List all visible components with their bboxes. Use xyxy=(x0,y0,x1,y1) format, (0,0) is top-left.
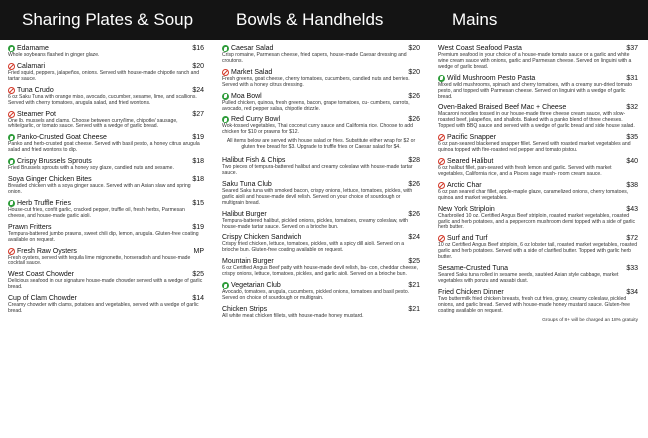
item-name: Tuna Crudo xyxy=(17,86,54,94)
item-name: Red Curry Bowl xyxy=(231,116,281,124)
item-description: 6 oz Saku Tuna with orange miso, avocado, cucumber, sesame, lime, and scallions. Served with cherry tomatoes, arugula salad, and fried wontons. xyxy=(8,93,197,106)
item-price: $19 xyxy=(192,223,204,231)
menu-item xyxy=(8,270,204,291)
item-name: Saku Tuna Club xyxy=(222,180,272,188)
item-description: 10 oz Certified Angus Beef striploin, 6 oz lobster tail, roasted market vegetables, roasted garlic and herb potatoes. Served with a side of clarified butter. Topped with garlic herb butter. xyxy=(438,242,638,261)
gluten-free-icon xyxy=(8,63,15,70)
item-name: Panko-Crusted Goat Cheese xyxy=(17,134,107,142)
menu-item xyxy=(8,199,204,220)
item-price: $20 xyxy=(408,45,420,52)
item-name: Crispy Brussels Sprouts xyxy=(17,158,92,166)
menu-item xyxy=(222,257,420,278)
item-description: Wok-tossed vegetables, Thai coconut curry sauce and California rice. Choose to add chicken for $10 or prawns for $12. xyxy=(222,123,413,136)
item-name: Fresh Raw Oysters xyxy=(17,247,77,255)
item-name: Herb Truffle Fries xyxy=(17,199,71,207)
item-name: Edamame xyxy=(17,45,49,52)
gluten-free-icon xyxy=(438,134,445,141)
item-price: $14 xyxy=(192,295,204,303)
item-price: $43 xyxy=(626,205,638,213)
menu-item xyxy=(222,92,420,113)
gluten-free-icon xyxy=(8,248,15,255)
item-price: $20 xyxy=(408,68,420,76)
menu-item xyxy=(438,264,638,285)
menu-item xyxy=(438,288,638,315)
mains-column xyxy=(438,44,638,323)
item-name: Seared Halibut xyxy=(447,157,494,165)
item-description: House-cut fries, confit garlic, cracked pepper, truffle oil, fresh herbs, Parmesan cheese, and house-made garlic aioli. xyxy=(8,206,185,219)
item-price: $26 xyxy=(408,210,420,218)
menu-item xyxy=(222,305,420,320)
item-description: Crisp romaine, Parmesan cheese, fried capers, house-made Caesar dressing and croutons. xyxy=(222,52,407,64)
item-description: 6 oz pan-seared blackened snapper fillet. Served with roasted market vegetables and quinoa topped with fire-roasted red pepper and tomato pistou. xyxy=(438,141,631,154)
item-price: $24 xyxy=(192,86,204,94)
item-name: Moa Bowl xyxy=(231,92,262,100)
bowls-handhelds-column xyxy=(222,44,420,323)
item-description: Breaded chicken with a soya ginger sauce. Served with an Asian slaw and spring onion. xyxy=(8,183,191,195)
item-price: $21 xyxy=(408,282,420,290)
item-price: $34 xyxy=(626,288,638,296)
item-price: $26 xyxy=(408,92,420,100)
menu-item xyxy=(438,133,638,154)
item-name: Pacific Snapper xyxy=(447,134,497,142)
vegetarian-icon xyxy=(8,45,15,52)
item-description: One lb. mussels and clams. Choose between curry/lime, chipotle/ sausage, white/garlic, or tomato sauce. Served with a wedge of garlic bread. xyxy=(8,117,178,130)
item-name: New York Striploin xyxy=(438,205,495,213)
item-description: Two buttermilk fried chicken breasts, fresh cut fries, gravy, creamy coleslaw, pickled onions, and garlic bread. Served with house-made honey mustard sauce. Gluten-free coating available on request. xyxy=(438,295,630,314)
item-price: $26 xyxy=(408,180,420,188)
item-description: 6 oz pan seared char fillet, apple-maple glaze, caramelized onions, cherry tomatoes, quinoa and market vegetables. xyxy=(438,188,629,201)
vegetarian-icon xyxy=(8,134,15,141)
sharing-plates-column xyxy=(8,44,204,318)
item-description: Macaroni noodles tossed in our house-made three cheese cream sauce, with slow-roasted beef, jalapeños, and shallots. Baked with a panko blend of three cheeses. Topped with BBQ sauce and served with a wedge of garlic bread and side house salad. xyxy=(438,111,635,130)
menu-header xyxy=(0,0,648,40)
menu-item xyxy=(8,62,204,83)
item-description: Delicious seafood in our signature house-made chowder served with a wedge of garlic bread. xyxy=(8,278,203,291)
vegetarian-icon xyxy=(222,282,229,289)
item-description: Premium seafood in your choice of a house-made tomato sauce or a garlic and white wine cream sauce with onions, garlic and Parmesan cheese. Served on linguini with a wedge of garlic bread. xyxy=(438,52,632,70)
item-price: $35 xyxy=(626,134,638,142)
item-description: Tempura-battered halibut, pickled onions, pickles, tomatoes, creamy coleslaw, with house-made tartar sauce. Served on a brioche bun. xyxy=(222,217,409,230)
section-title-mains: Mains xyxy=(452,10,498,29)
item-name: Halibut Burger xyxy=(222,210,267,218)
item-description: Seared Saku tuna rolled in sesame seeds, sautéed Asian style cabbage, market vegetables with ponzu and wasabi dust. xyxy=(438,272,619,284)
menu-item xyxy=(222,44,420,65)
item-name: Market Salad xyxy=(231,68,273,76)
gluten-free-icon xyxy=(8,87,15,94)
item-price: $37 xyxy=(626,45,638,52)
item-price: $18 xyxy=(192,158,204,166)
menu-item xyxy=(438,44,638,71)
item-description: Fresh greens, goat cheese, cherry tomatoes, cucumbers, candied nuts and berries. Served with a honey citrus dressing. xyxy=(222,75,410,88)
item-description: Panko and herb-crusted goat cheese. Served with basil pesto, a honey citrus arugula salad and fried wontons to dip. xyxy=(8,141,200,154)
item-name: Surf and Turf xyxy=(447,235,488,243)
item-description: Tempura-battered jumbo prawns, sweet chili dip, lemon, arugula. Gluten-free coating available on request. xyxy=(8,230,199,243)
gluten-free-icon xyxy=(438,182,445,189)
menu-item xyxy=(222,156,420,177)
item-name: Vegetarian Club xyxy=(231,282,281,290)
menu-item xyxy=(8,86,204,107)
vegetarian-icon xyxy=(222,45,229,52)
menu-item xyxy=(438,103,638,130)
item-price: $38 xyxy=(626,181,638,189)
item-name: Wild Mushroom Pesto Pasta xyxy=(447,74,536,82)
item-price: $16 xyxy=(192,45,204,52)
item-description: Fresh oysters, served with tequila lime mignonette, horseradish and house-made cocktail sauce. xyxy=(8,254,191,267)
section-title-sharing-plates: Sharing Plates & Soup xyxy=(22,10,194,29)
item-description: 6 oz Certified Angus Beef patty with house-made devil relish, ba- con, cheddar cheese, crispy onions, lettuce, tomatoes, pickles, and garlic aioli. Served on a brioche bun. xyxy=(222,265,418,278)
item-price: $25 xyxy=(192,271,204,279)
menu-item xyxy=(8,157,204,172)
handhelds-list xyxy=(222,156,420,320)
gluten-free-icon xyxy=(438,235,445,242)
substitution-note: All items below are served with house salad or fries. Substitute either wrap for $2 or gluten free bread for $3. Upgrade to truffle fries or Caesar salad for $4. xyxy=(226,138,416,151)
item-price: $31 xyxy=(626,74,638,82)
menu-item xyxy=(8,110,204,131)
item-description: Fried squid, peppers, jalapeños, onions. Served with house-made chipotle ranch and tartar sauce. xyxy=(8,69,200,82)
item-price: $72 xyxy=(626,235,638,243)
item-description: Creamy chowder with clams, potatoes and vegetables, served with a wedge of garlic bread. xyxy=(8,302,199,315)
item-name: West Coast Seafood Pasta xyxy=(438,45,522,52)
menu-item xyxy=(222,68,420,89)
gluten-free-icon xyxy=(8,111,15,118)
mains-list xyxy=(438,44,638,315)
item-name: Oven-Baked Braised Beef Mac + Cheese xyxy=(438,104,567,112)
item-name: Soya Ginger Chicken Bites xyxy=(8,176,92,184)
item-name: Steamer Pot xyxy=(17,110,56,118)
gluten-free-icon xyxy=(222,69,229,76)
gluten-free-icon xyxy=(438,158,445,165)
menu-item xyxy=(8,247,204,268)
menu-item xyxy=(438,234,638,261)
gratuity-note: Groups of 8+ will be charged an 18% gratuity xyxy=(542,317,638,323)
item-price: $15 xyxy=(192,199,204,207)
menu-item xyxy=(222,281,420,302)
menu-item xyxy=(438,205,638,232)
item-description: Whole soybeans flashed in ginger glaze. xyxy=(8,52,100,58)
item-description: Charbroiled 10 oz. Certified Angus Beef striploin, roasted market vegetables, roasted garlic and herb potatoes, and a peppercorn mushroom demi topped with a side of garlic herb butter. xyxy=(438,212,636,231)
item-price: $20 xyxy=(192,62,204,70)
item-description: All white meat chicken fillets, with house-made honey mustard. xyxy=(222,312,364,319)
item-name: Mountain Burger xyxy=(222,258,274,266)
menu-item xyxy=(438,157,638,178)
item-price: MP xyxy=(193,247,204,255)
item-name: Chicken Strips xyxy=(222,305,268,313)
menu-item xyxy=(438,74,638,101)
item-name: Sesame-Crusted Tuna xyxy=(438,265,509,273)
item-name: West Coast Chowder xyxy=(8,271,75,279)
item-name: Crispy Chicken Sandwich xyxy=(222,234,302,242)
item-price: $40 xyxy=(626,157,638,165)
menu-item xyxy=(8,133,204,154)
menu-item xyxy=(8,175,204,196)
item-price: $24 xyxy=(408,234,420,242)
item-price: $19 xyxy=(192,134,204,142)
menu-item xyxy=(8,223,204,244)
section-title-bowls-handhelds: Bowls & Handhelds xyxy=(236,10,384,29)
item-price: $27 xyxy=(192,110,204,118)
item-description: Mixed wild mushrooms, spinach and cherry tomatoes, with a creamy sun-dried tomato pesto, and topped with Parmesan cheese. Served on linguini with a wedge of garlic bread. xyxy=(438,81,632,100)
item-description: 6 oz halibut fillet, pan-seared with fresh lemon and garlic. Served with market vegetables, California rice, and a Pisces sage mush- room cream sauce. xyxy=(438,164,612,177)
item-name: Fried Chicken Dinner xyxy=(438,288,504,296)
item-name: Cup of Clam Chowder xyxy=(8,295,77,303)
menu-item xyxy=(222,180,420,207)
item-description: Crispy fried chicken, lettuce, tomatoes, pickles, with a spicy dill aioli. Served on a brioche bun. Gluten-free coating available on request. xyxy=(222,241,405,254)
menu-item xyxy=(438,181,638,202)
item-description: Pulled chicken, quinoa, fresh greens, bacon, grape tomatoes, cu- cumbers, carrots, avocado, red pepper salsa, chipotle drizzle. xyxy=(222,99,410,112)
vegetarian-icon xyxy=(8,158,15,165)
vegetarian-icon xyxy=(438,75,445,82)
item-price: $18 xyxy=(192,176,204,184)
item-name: Halibut Fish & Chips xyxy=(222,157,286,165)
item-price: $28 xyxy=(408,157,420,165)
vegetarian-icon xyxy=(8,200,15,207)
item-price: $26 xyxy=(408,116,420,124)
item-name: Prawn Fritters xyxy=(8,223,52,231)
vegetarian-icon xyxy=(222,116,229,123)
menu-item xyxy=(222,210,420,231)
item-description: Fried Brussels sprouts with a honey soy glaze, candied nuts and sesame. xyxy=(8,165,174,172)
item-name: Calamari xyxy=(17,62,46,70)
bowls-list xyxy=(222,44,420,136)
vegetarian-icon xyxy=(222,93,229,100)
item-name: Arctic Char xyxy=(447,181,482,189)
item-price: $21 xyxy=(408,305,420,313)
item-price: $25 xyxy=(408,258,420,266)
menu-item xyxy=(222,115,420,136)
item-price: $33 xyxy=(626,265,638,273)
item-description: Avocado, tomatoes, arugula, cucumbers, pickled onions, tomatoes and basil pesto. Served on choice of sourdough or multigrain. xyxy=(222,289,410,301)
menu-item xyxy=(222,233,420,254)
menu-item xyxy=(8,294,204,315)
menu-item xyxy=(8,44,204,59)
item-price: $32 xyxy=(626,104,638,112)
item-description: Two pieces of tempura-battered halibut and creamy coleslaw with house-made tartar sauce. xyxy=(222,164,413,176)
item-name: Caesar Salad xyxy=(231,45,274,52)
item-description: Seared Saku tuna with smoked bacon, crispy onions, lettuce, tomatoes, pickles, with garlic aioli and house-made devil relish. Served on your choice of sourdough or multigrain bread. xyxy=(222,187,413,206)
